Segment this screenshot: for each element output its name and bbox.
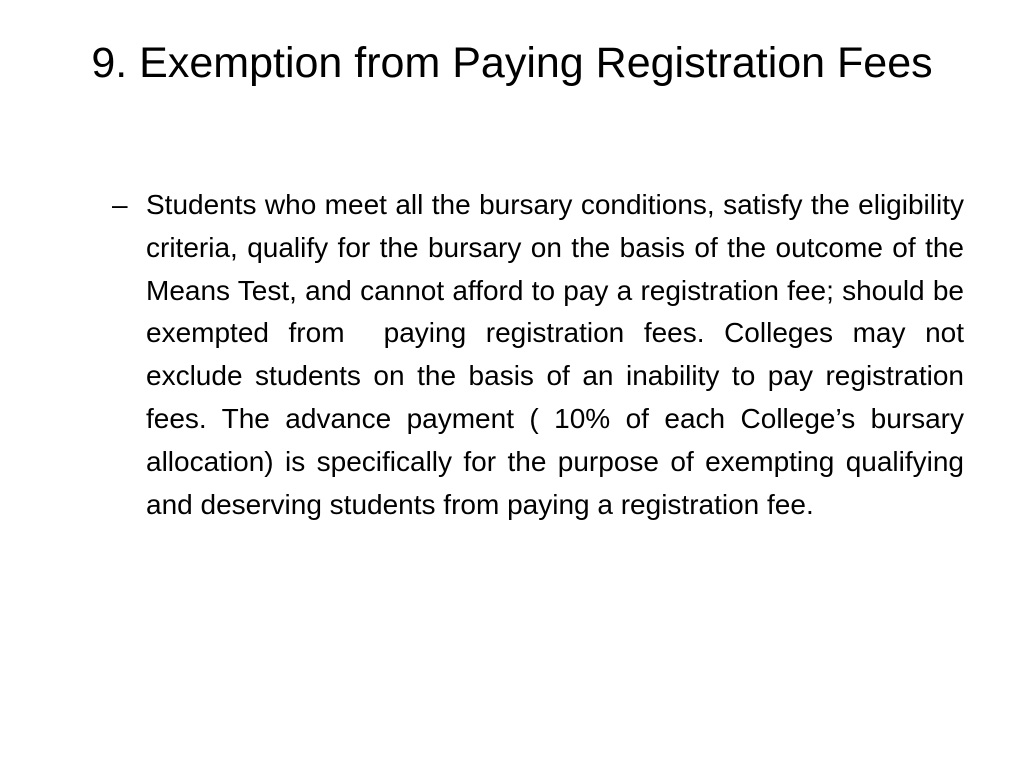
bullet-text: Students who meet all the bursary conditions, satisfy the eligibility criteria, qualify for the bursary on the basis of the outcome of the Means Test, and cannot afford to pay a registration fee; should be exempted from paying registration fees. Colleges may not exclude students on the basis of an inability to pay registration fees. The advance payment ( 10% of each College’s bursary allocation) is specifically for the purpose of exempting qualifying and deserving students from paying a registration fee.	[146, 189, 972, 520]
bullet-item	[112, 184, 972, 526]
slide-content	[112, 184, 972, 526]
slide-title: 9. Exemption from Paying Registration Fees	[91, 39, 933, 87]
dash-bullet-icon: –	[112, 189, 128, 220]
